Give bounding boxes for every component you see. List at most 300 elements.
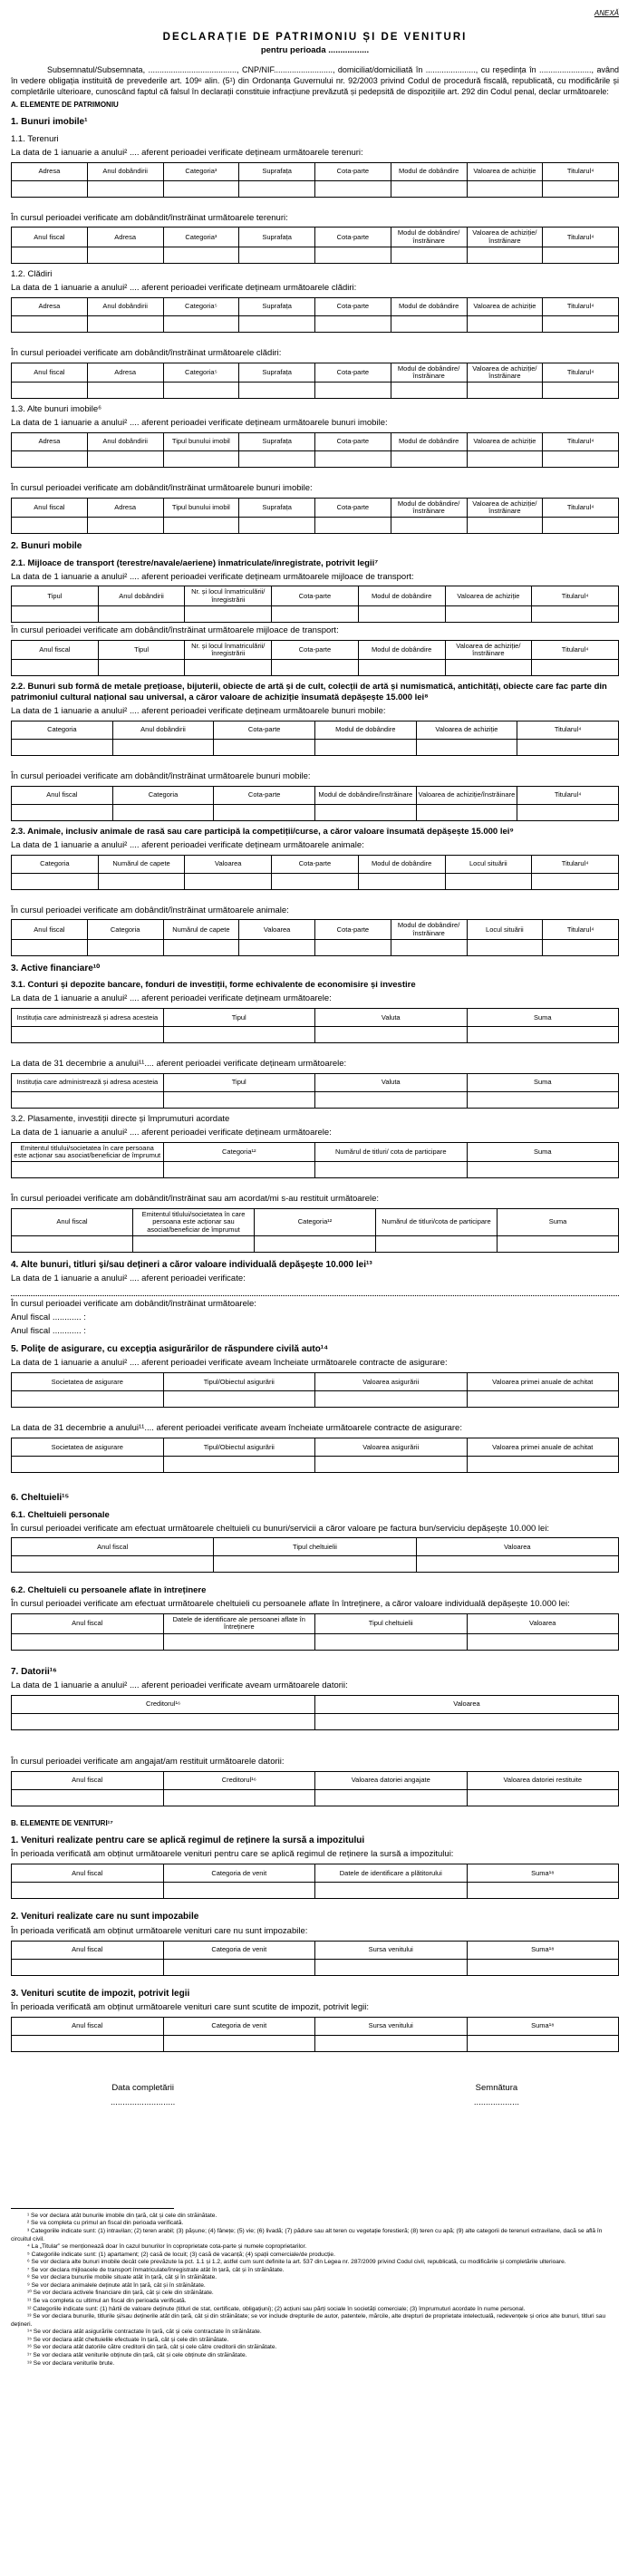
section-2-2-title: 2.2. Bunuri sub formă de metale prețioase, bijuterii, obiecte de artă și de cult, colecții de artă și numismatică, antichități, obiecte care fac parte din patrimoniul cultural național sau universal, a căror valoare de achiziție însumată depășește 15.000 lei⁸ xyxy=(11,682,607,703)
table-cell[interactable] xyxy=(163,1633,315,1650)
table-b3 xyxy=(11,2017,619,2052)
table-cell[interactable] xyxy=(12,450,88,467)
column-header: Modul de dobândire/înstrăinare xyxy=(391,228,467,247)
table-cell[interactable] xyxy=(543,383,619,399)
table-cell[interactable] xyxy=(391,518,467,534)
table-cell[interactable] xyxy=(87,450,163,467)
table-cell[interactable] xyxy=(12,804,113,820)
column-header: Titularul⁴ xyxy=(532,586,619,606)
table-cell[interactable] xyxy=(315,247,391,263)
section-3-2-line-2: În cursul perioadei verificate am dobândit/înstrăinat sau am acordat/mi s-au restituit următoarele: xyxy=(11,1194,380,1205)
table-cell[interactable] xyxy=(12,518,88,534)
column-header: Cota-parte xyxy=(315,297,391,315)
table-cell[interactable] xyxy=(12,1556,214,1573)
column-header: Sursa venitului xyxy=(315,2018,468,2036)
table-cell[interactable] xyxy=(467,383,543,399)
table-cell[interactable] xyxy=(445,660,532,676)
table-cell[interactable] xyxy=(391,315,467,332)
column-header: Valoarea de achiziție/înstrăinare xyxy=(467,498,543,518)
table-cell[interactable] xyxy=(214,739,315,755)
column-header: Anul fiscal xyxy=(12,640,99,660)
table-cell[interactable] xyxy=(12,1457,164,1473)
column-header: Anul fiscal xyxy=(12,498,88,518)
section-1-1-line-1: La data de 1 ianuarie a anului² .... aferent perioadei verificate dețineam următoarele terenuri: xyxy=(11,147,363,158)
table-6-2 xyxy=(11,1613,619,1651)
column-header: Modul de dobândire xyxy=(391,297,467,315)
table-cell[interactable] xyxy=(315,383,391,399)
column-header: Suprafața xyxy=(239,363,315,383)
table-cell[interactable] xyxy=(543,180,619,197)
column-header: Anul fiscal xyxy=(12,1209,133,1236)
column-header: Suprafața xyxy=(239,228,315,247)
table-cell[interactable] xyxy=(98,873,185,889)
column-header: Modul de dobândire xyxy=(358,640,445,660)
footnote: ⁴ La „Titular” se menționează doar în cazul bunurilor în coproprietate cota-parte și numele coproprietarilor. xyxy=(27,2243,307,2251)
table-cell[interactable] xyxy=(12,1883,164,1899)
column-header: Anul fiscal xyxy=(12,1538,214,1556)
column-header: Sursa venitului xyxy=(315,1941,468,1959)
column-header: Cota-parte xyxy=(315,432,391,450)
column-header: Suma¹⁸ xyxy=(467,1941,619,1959)
table-cell[interactable] xyxy=(391,450,467,467)
footnote: ¹³ Se vor declara bunurile, titlurile și/sau deținerile atât din țară, cât și din străinătate; se vor include drepturile de autor, patentele, mărcile, alte drepturi de proprietate intelectuală, redevențele și orice alte bunuri, titluri sau dețineri. xyxy=(11,2313,606,2328)
table-cell[interactable] xyxy=(467,315,543,332)
section-3-2-line-1: La data de 1 ianuarie a anului² .... aferent perioadei verificate dețineam următoarele: xyxy=(11,1127,332,1138)
footnote: ⁸ Se vor declara bunurile mobile situate atât în țară, cât și în străinătate. xyxy=(27,2274,217,2281)
table-cell[interactable] xyxy=(314,739,416,755)
table-cell[interactable] xyxy=(467,1092,619,1109)
column-header: Titularul⁴ xyxy=(543,162,619,180)
column-header: Anul dobândirii xyxy=(112,721,214,739)
table-header-row xyxy=(12,1209,619,1236)
table-cell[interactable] xyxy=(163,247,239,263)
table-cell[interactable] xyxy=(12,383,88,399)
table-cell[interactable] xyxy=(239,247,315,263)
column-header: Modul de dobândire xyxy=(314,721,416,739)
section-1-2-title: 1.2. Clădiri xyxy=(11,268,53,279)
table-cell[interactable] xyxy=(163,1789,315,1806)
column-header: Adresa xyxy=(87,228,163,247)
table-cell[interactable] xyxy=(358,660,445,676)
column-header: Anul fiscal xyxy=(12,228,88,247)
table-cell[interactable] xyxy=(391,247,467,263)
column-header: Tipul/Obiectul asigurării xyxy=(163,1373,315,1391)
table-row xyxy=(12,1789,619,1806)
table-cell[interactable] xyxy=(315,1092,468,1109)
table-header-row xyxy=(12,721,619,739)
column-header: Tipul xyxy=(163,1074,315,1092)
table-cell[interactable] xyxy=(12,1789,164,1806)
table-cell[interactable] xyxy=(163,2036,315,2052)
column-header: Valoarea de achiziție xyxy=(467,162,543,180)
table-cell[interactable] xyxy=(12,1714,315,1730)
table-row xyxy=(12,660,619,676)
table-cell[interactable] xyxy=(315,1789,468,1806)
table-7-b xyxy=(11,1771,619,1806)
table-cell[interactable] xyxy=(163,1162,315,1178)
section-2-3-line-2: În cursul perioadei verificate am dobândit/înstrăinat următoarele animale: xyxy=(11,905,289,915)
table-cell[interactable] xyxy=(315,518,391,534)
table-cell[interactable] xyxy=(12,1092,164,1109)
column-header: Suma xyxy=(467,1009,619,1027)
column-header: Locul situării xyxy=(467,920,543,940)
table-row xyxy=(12,1457,619,1473)
column-header: Categoria xyxy=(112,786,214,804)
table-row xyxy=(12,1556,619,1573)
table-cell[interactable] xyxy=(391,939,467,955)
table-cell[interactable] xyxy=(12,939,88,955)
document-subtitle: pentru perioada ................. xyxy=(260,45,370,56)
document-title: DECLARAȚIE DE PATRIMONIU ȘI DE VENITURI xyxy=(162,32,468,43)
table-cell[interactable] xyxy=(532,873,619,889)
table-cell[interactable] xyxy=(416,804,517,820)
table-cell[interactable] xyxy=(467,1959,619,1975)
table-cell[interactable] xyxy=(112,739,214,755)
table-cell[interactable] xyxy=(314,804,416,820)
table-header-row xyxy=(12,1074,619,1092)
table-cell[interactable] xyxy=(315,2036,468,2052)
section-2-3-title: 2.3. Animale, inclusiv animale de rasă sau care participă la competiții/curse, a căror valoare însumată depășește 15.000 lei⁹ xyxy=(11,826,514,837)
column-header: Anul fiscal xyxy=(12,786,113,804)
table-row xyxy=(12,2036,619,2052)
section-1-3-title: 1.3. Alte bunuri imobile⁶ xyxy=(11,404,102,415)
table-cell[interactable] xyxy=(12,605,99,622)
column-header: Nr. și locul înmatriculării/înregistrării xyxy=(185,640,272,660)
table-cell[interactable] xyxy=(163,1391,315,1408)
table-cell[interactable] xyxy=(391,180,467,197)
table-cell[interactable] xyxy=(467,1027,619,1043)
table-row xyxy=(12,383,619,399)
table-6-1 xyxy=(11,1537,619,1573)
table-cell[interactable] xyxy=(467,518,543,534)
table-row xyxy=(12,1235,619,1252)
column-header: Cota-parte xyxy=(315,228,391,247)
table-cell[interactable] xyxy=(467,450,543,467)
completion-date-field[interactable]: ........................... xyxy=(111,2097,176,2107)
section-3-1-title: 3.1. Conturi și depozite bancare, fonduri de investiții, forme echivalente de economisire și investire xyxy=(11,980,416,991)
column-header: Modul de dobândire/înstrăinare xyxy=(391,920,467,940)
table-row xyxy=(12,1633,619,1650)
column-header: Tipul xyxy=(12,586,99,606)
table-cell[interactable] xyxy=(467,939,543,955)
table-cell[interactable] xyxy=(315,180,391,197)
column-header: Valoarea xyxy=(467,1614,619,1634)
section-3-2-title: 3.2. Plasamente, investiții directe și împrumuturi acordate xyxy=(11,1114,230,1125)
column-header: Valoarea xyxy=(239,920,315,940)
column-header: Anul dobândirii xyxy=(87,162,163,180)
table-cell[interactable] xyxy=(163,1883,315,1899)
column-header: Categoria⁵ xyxy=(163,363,239,383)
table-row xyxy=(12,1027,619,1043)
column-header: Valoarea xyxy=(315,1696,619,1714)
section-1-title: 1. Bunuri imobile¹ xyxy=(11,117,88,128)
table-header-row xyxy=(12,1614,619,1634)
table-cell[interactable] xyxy=(517,804,619,820)
column-header: Anul fiscal xyxy=(12,1864,164,1883)
table-cell[interactable] xyxy=(239,383,315,399)
table-cell[interactable] xyxy=(87,518,163,534)
column-header: Numărul de titluri/cota de participare xyxy=(376,1209,498,1236)
table-cell[interactable] xyxy=(163,450,239,467)
table-cell[interactable] xyxy=(12,1959,164,1975)
table-cell[interactable] xyxy=(239,315,315,332)
section-b1-line-1: În perioada verificată am obținut următoarele venituri pentru care se aplică regimul de reținere la sursă a impozitului: xyxy=(11,1849,454,1860)
column-header: Categoria⁵ xyxy=(163,297,239,315)
table-cell[interactable] xyxy=(532,605,619,622)
table-cell[interactable] xyxy=(163,383,239,399)
table-header-row xyxy=(12,786,619,804)
table-cell[interactable] xyxy=(445,873,532,889)
section-3-1-line-1: La data de 1 ianuarie a anului² .... aferent perioadei verificate dețineam următoarele: xyxy=(11,993,332,1004)
footnote: ² Se va completa cu primul an fiscal din perioada verificată. xyxy=(27,2220,184,2227)
table-cell[interactable] xyxy=(112,804,214,820)
section-4-title: 4. Alte bunuri, titluri și/sau dețineri a căror valoare individuală depășește 10.000 lei¹³ xyxy=(11,1259,372,1270)
table-cell[interactable] xyxy=(467,1391,619,1408)
column-header: Datele de identificare a plătitorului xyxy=(315,1864,468,1883)
signature-field[interactable]: ................... xyxy=(473,2097,519,2107)
column-header: Numărul de capete xyxy=(163,920,239,940)
section-4-dotted-field xyxy=(11,1286,619,1296)
table-cell[interactable] xyxy=(163,180,239,197)
table-cell[interactable] xyxy=(445,605,532,622)
table-header-row xyxy=(12,432,619,450)
table-cell[interactable] xyxy=(239,450,315,467)
table-cell[interactable] xyxy=(163,315,239,332)
table-cell[interactable] xyxy=(467,1883,619,1899)
table-cell[interactable] xyxy=(163,1027,315,1043)
table-cell[interactable] xyxy=(467,1162,619,1178)
table-cell[interactable] xyxy=(163,1959,315,1975)
column-header: Tipul cheltuielii xyxy=(214,1538,416,1556)
table-header-row xyxy=(12,1373,619,1391)
column-header: Anul fiscal xyxy=(12,363,88,383)
table-cell[interactable] xyxy=(255,1235,376,1252)
column-header: Valoarea de achiziție/înstrăinare xyxy=(467,228,543,247)
table-cell[interactable] xyxy=(87,247,163,263)
table-header-row xyxy=(12,1864,619,1883)
column-header: Valuta xyxy=(315,1009,468,1027)
column-header: Categoria de venit xyxy=(163,1941,315,1959)
table-1-1-b xyxy=(11,227,619,264)
table-cell[interactable] xyxy=(185,660,272,676)
table-header-row xyxy=(12,1696,619,1714)
table-cell[interactable] xyxy=(416,1556,618,1573)
column-header: Cota-parte xyxy=(315,162,391,180)
table-cell[interactable] xyxy=(163,1457,315,1473)
column-header: Titularul⁴ xyxy=(543,920,619,940)
table-cell[interactable] xyxy=(315,315,391,332)
table-row xyxy=(12,518,619,534)
section-4-line-2: În cursul perioadei verificate am dobândit/înstrăinat următoarele: xyxy=(11,1299,256,1310)
table-1-3-a xyxy=(11,432,619,468)
column-header: Valoarea de achiziție xyxy=(445,586,532,606)
table-cell[interactable] xyxy=(163,518,239,534)
table-cell[interactable] xyxy=(467,247,543,263)
table-cell[interactable] xyxy=(315,1959,468,1975)
table-cell[interactable] xyxy=(98,660,185,676)
table-cell[interactable] xyxy=(467,1457,619,1473)
column-header: Numărul de titluri/ cota de participare xyxy=(315,1142,468,1162)
table-cell[interactable] xyxy=(376,1235,498,1252)
column-header: Modul de dobândire xyxy=(358,855,445,873)
table-header-row xyxy=(12,1142,619,1162)
table-cell[interactable] xyxy=(416,739,517,755)
column-header: Categoria xyxy=(12,721,113,739)
table-cell[interactable] xyxy=(315,939,391,955)
table-cell[interactable] xyxy=(87,939,163,955)
footnote: ⁵ Categoriile indicate sunt: (1) apartament; (2) casă de locuit; (3) casă de vacanță; (4) spații comerciale/de producție. xyxy=(27,2251,335,2258)
table-cell[interactable] xyxy=(315,1391,468,1408)
column-header: Valoarea de achiziție/înstrăinare xyxy=(467,363,543,383)
column-header: Valoarea de achiziție/înstrăinare xyxy=(416,786,517,804)
table-cell[interactable] xyxy=(12,247,88,263)
table-cell[interactable] xyxy=(87,383,163,399)
table-b2 xyxy=(11,1941,619,1976)
table-cell[interactable] xyxy=(12,1633,164,1650)
section-7-line-1: La data de 1 ianuarie a anului² .... aferent perioadei verificate aveam următoarele datorii: xyxy=(11,1680,348,1691)
completion-date xyxy=(111,2083,175,2108)
section-1-2-line-1: La data de 1 ianuarie a anului² .... aferent perioadei verificate dețineam următoarele clădiri: xyxy=(11,282,357,293)
column-header: Tipul xyxy=(163,1009,315,1027)
table-cell[interactable] xyxy=(12,873,99,889)
section-2-2-line-1: La data de 1 ianuarie a anului² .... aferent perioadei verificate dețineam următoarele bunuri mobile: xyxy=(11,706,386,717)
section-3-1-line-2: La data de 31 decembrie a anului¹¹.... aferent perioadei verificate dețineam următoarele: xyxy=(11,1059,347,1070)
signature-label: Semnătura xyxy=(475,2083,518,2094)
table-cell[interactable] xyxy=(12,1235,133,1252)
completion-date-label: Data completării xyxy=(111,2083,174,2094)
table-cell[interactable] xyxy=(467,180,543,197)
table-cell[interactable] xyxy=(315,1633,468,1650)
section-1-2-line-2: În cursul perioadei verificate am dobândit/înstrăinat următoarele clădiri: xyxy=(11,347,282,358)
table-cell[interactable] xyxy=(98,605,185,622)
section-7-line-2: În cursul perioadei verificate am angajat/am restituit următoarele datorii: xyxy=(11,1757,285,1767)
column-header: Anul fiscal xyxy=(12,1941,164,1959)
table-cell[interactable] xyxy=(12,739,113,755)
table-cell[interactable] xyxy=(12,315,88,332)
table-cell[interactable] xyxy=(358,605,445,622)
table-header-row xyxy=(12,162,619,180)
column-header: Tipul bunului imobil xyxy=(163,432,239,450)
table-cell[interactable] xyxy=(185,873,272,889)
column-header: Cota-parte xyxy=(272,855,359,873)
section-6-1-line-1: În cursul perioadei verificate am efectuat următoarele cheltuieli cu bunuri/servicii a căror valoare pe factura bun/serviciu depășește 10.000 lei: xyxy=(11,1523,550,1534)
column-header: Anul dobândirii xyxy=(87,297,163,315)
table-cell[interactable] xyxy=(358,873,445,889)
table-cell[interactable] xyxy=(498,1235,619,1252)
table-row xyxy=(12,1883,619,1899)
table-5-b xyxy=(11,1438,619,1473)
table-cell[interactable] xyxy=(12,2036,164,2052)
table-cell[interactable] xyxy=(214,804,315,820)
section-1-3-line-2: În cursul perioadei verificate am dobândit/înstrăinat următoarele bunuri imobile: xyxy=(11,482,313,493)
column-header: Valoarea xyxy=(416,1538,618,1556)
intro-paragraph: Subsemnatul/Subsemnata, ......................................., CNP/NIF.........................., domiciliat/domiciliată în ......................, cu reședința în ......................., având în vedere obligația instituită de prevederile art. 109ᵉ alin. (5¹) din Ordonanța Guvernului nr. 92/2003 privind Codul de procedură fiscală, republicată, cu modificările și completările ulterioare, cunoscând faptul că falsul în declarații constituie infracțiune prevăzută și pedepsită de dispozițiile art. 292 din Codul penal, declar următoarele: xyxy=(11,65,619,96)
table-cell[interactable] xyxy=(543,518,619,534)
column-header: Creditorul¹⁶ xyxy=(12,1696,315,1714)
column-header: Categoria xyxy=(12,855,99,873)
column-header: Cota-parte xyxy=(315,920,391,940)
table-cell[interactable] xyxy=(467,2036,619,2052)
column-header: Modul de dobândire xyxy=(391,432,467,450)
table-row xyxy=(12,1162,619,1178)
table-row xyxy=(12,739,619,755)
table-cell[interactable] xyxy=(543,315,619,332)
table-cell[interactable] xyxy=(467,1789,619,1806)
column-header: Valoarea asigurării xyxy=(315,1373,468,1391)
column-header: Titularul⁴ xyxy=(532,640,619,660)
column-header: Anul fiscal xyxy=(12,1614,164,1634)
column-header: Categoria³ xyxy=(163,162,239,180)
table-cell[interactable] xyxy=(315,1714,619,1730)
column-header: Tipul bunului imobil xyxy=(163,498,239,518)
table-cell[interactable] xyxy=(272,660,359,676)
table-cell[interactable] xyxy=(543,939,619,955)
table-cell[interactable] xyxy=(163,939,239,955)
table-cell[interactable] xyxy=(12,1162,164,1178)
table-row xyxy=(12,605,619,622)
table-3-2-a xyxy=(11,1142,619,1179)
table-cell[interactable] xyxy=(272,605,359,622)
table-cell[interactable] xyxy=(12,1391,164,1408)
table-header-row xyxy=(12,363,619,383)
table-cell[interactable] xyxy=(87,315,163,332)
table-cell[interactable] xyxy=(315,450,391,467)
column-header: Modul de dobândire/înstrăinare xyxy=(391,498,467,518)
column-header: Valoarea de achiziție/înstrăinare xyxy=(445,640,532,660)
table-cell[interactable] xyxy=(239,939,315,955)
table-cell[interactable] xyxy=(133,1235,255,1252)
column-header: Anul fiscal xyxy=(12,1771,164,1789)
table-row xyxy=(12,939,619,955)
column-header: Categoria xyxy=(87,920,163,940)
table-header-row xyxy=(12,297,619,315)
table-cell[interactable] xyxy=(467,1633,619,1650)
column-header: Categoria³ xyxy=(163,228,239,247)
table-2-2-a xyxy=(11,721,619,756)
table-cell[interactable] xyxy=(12,660,99,676)
table-cell[interactable] xyxy=(543,247,619,263)
table-cell[interactable] xyxy=(532,660,619,676)
table-cell[interactable] xyxy=(163,1092,315,1109)
table-row xyxy=(12,873,619,889)
table-cell[interactable] xyxy=(543,450,619,467)
table-cell[interactable] xyxy=(315,1883,468,1899)
table-cell[interactable] xyxy=(239,518,315,534)
table-cell[interactable] xyxy=(185,605,272,622)
column-header: Tipul cheltuielii xyxy=(315,1614,468,1634)
table-cell[interactable] xyxy=(239,180,315,197)
table-cell[interactable] xyxy=(214,1556,416,1573)
column-header: Categoria¹² xyxy=(163,1142,315,1162)
table-cell[interactable] xyxy=(87,180,163,197)
footnote: ¹⁷ Se vor declara atât veniturile obținute din țară, cât și cele obținute din străinătate. xyxy=(27,2351,247,2358)
table-header-row xyxy=(12,640,619,660)
table-cell[interactable] xyxy=(517,739,619,755)
column-header: Emitentul titlului/societatea în care persoana este acționar sau asociat/beneficiar de împrumut xyxy=(133,1209,255,1236)
footnote: ³ Categoriile indicate sunt: (1) intravilan; (2) teren arabil; (3) pășune; (4) fânețe; (5) vie; (6) livadă; (7) pădure sau alt teren cu vegetație forestieră; (8) teren cu apă; (9) alte categorii de terenuri extravilane, dacă se află în circuitul civil. xyxy=(11,2227,603,2242)
section-b1-title: 1. Venituri realizate pentru care se aplică regimul de reținere la sursă a impozitului xyxy=(11,1835,365,1845)
column-header: Locul situării xyxy=(445,855,532,873)
table-cell[interactable] xyxy=(272,873,359,889)
section-6-2-line-1: În cursul perioadei verificate am efectuat următoarele cheltuieli cu persoanele aflate în întreținere, a căror valoare individuală depășește 10.000 lei: xyxy=(11,1599,570,1610)
table-cell[interactable] xyxy=(12,180,88,197)
column-header: Cota-parte xyxy=(315,498,391,518)
table-cell[interactable] xyxy=(12,1027,164,1043)
table-cell[interactable] xyxy=(391,383,467,399)
table-cell[interactable] xyxy=(315,1457,468,1473)
table-cell[interactable] xyxy=(315,1162,468,1178)
table-cell[interactable] xyxy=(315,1027,468,1043)
